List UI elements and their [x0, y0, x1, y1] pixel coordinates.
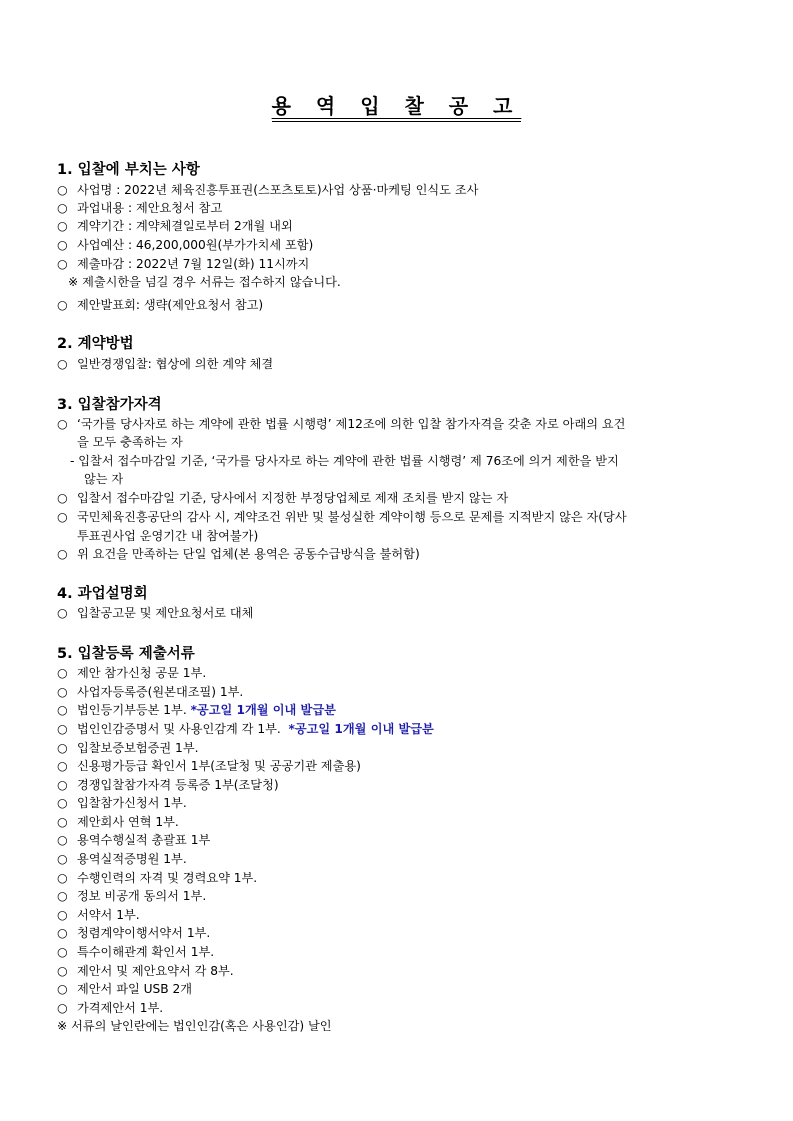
- list-item: [57, 850, 187, 868]
- bullet-icon: ○: [57, 606, 68, 620]
- section-heading-2: 2. 계약방법: [57, 336, 134, 352]
- bullet-icon: ○: [57, 547, 68, 561]
- list-item-continuation: 투표권사업 운영기간 내 참여불가): [77, 529, 259, 543]
- list-item-text: 입찰공고문 및 제안요청서로 대체: [77, 606, 254, 620]
- list-item-text: 국민체육진흥공단의 감사 시, 계약조건 위반 및 불성실한 계약이행 등으로 문제를 지적받지 않은 자(당사: [77, 510, 627, 524]
- bullet-icon: ○: [57, 778, 68, 792]
- list-item-text: 일반경쟁입찰: 협상에 의한 계약 체결: [77, 357, 274, 371]
- bullet-icon: ○: [57, 491, 68, 505]
- list-item: [57, 664, 206, 682]
- bullet-icon: ○: [57, 417, 68, 431]
- list-item: [57, 489, 508, 507]
- list-item: [57, 296, 263, 314]
- list-item-text: 청렴계약이행서약서 1부.: [77, 926, 211, 940]
- list-item-text: 용역수행실적 총괄표 1부: [77, 833, 211, 847]
- sub-list-item-continuation: 않는 자: [84, 472, 124, 486]
- bullet-icon: ○: [57, 685, 68, 699]
- list-item: [57, 906, 140, 924]
- bullet-icon: ○: [57, 357, 68, 371]
- bullet-icon: ○: [57, 703, 68, 717]
- list-item: [57, 924, 210, 942]
- list-item: [57, 739, 198, 757]
- list-item: [57, 683, 243, 701]
- list-item-text: 사업명 : 2022년 체육진흥투표권(스포츠토토)사업 상품·마케팅 인식도 조사: [77, 183, 479, 197]
- list-item-text: 과업내용 : 제안요청서 참고: [77, 201, 223, 215]
- list-item: [57, 869, 257, 887]
- footnote: ※ 서류의 날인란에는 법인인감(혹은 사용인감) 날인: [57, 1019, 332, 1033]
- list-item: [57, 181, 478, 199]
- notice-text: ※ 제출시한을 넘길 경우 서류는 접수하지 않습니다.: [68, 275, 341, 289]
- list-item-text: 제안서 및 제안요약서 각 8부.: [77, 964, 234, 978]
- list-item: [57, 415, 625, 433]
- bullet-icon: ○: [57, 945, 68, 959]
- bullet-icon: ○: [57, 889, 68, 903]
- list-item-text: 법인등기부등본 1부.: [77, 703, 187, 717]
- section-heading-5: 5. 입찰등록 제출서류: [57, 646, 195, 662]
- section-heading-4: 4. 과업설명회: [57, 586, 148, 602]
- list-item-text: 사업자등록증(원본대조필) 1부.: [77, 685, 244, 699]
- list-item-text: 제안서 파일 USB 2개: [77, 982, 193, 996]
- bullet-icon: ○: [57, 722, 68, 736]
- bullet-icon: ○: [57, 219, 68, 233]
- list-item: [57, 999, 163, 1017]
- bullet-icon: ○: [57, 759, 68, 773]
- list-item-text: 입찰보증보험증권 1부.: [77, 741, 199, 755]
- list-item: [57, 831, 210, 849]
- bullet-icon: ○: [57, 298, 68, 312]
- list-item: [57, 199, 222, 217]
- bullet-icon: ○: [57, 796, 68, 810]
- list-item-text: 가격제안서 1부.: [77, 1001, 164, 1015]
- list-item-text: 계약기간 : 계약체결일로부터 2개월 내외: [77, 219, 293, 233]
- highlight-note: *공고일 1개월 이내 발급분: [190, 703, 336, 717]
- list-item: [57, 236, 313, 254]
- bullet-icon: ○: [57, 257, 68, 271]
- list-item: [57, 980, 192, 998]
- list-item-text: ‘국가를 당사자로 하는 계약에 관한 법률 시행령’ 제12조에 의한 입찰 참가자격을 갖춘 자로 아래의 요건: [77, 417, 626, 431]
- list-item-continuation: 을 모두 충족하는 자: [77, 435, 183, 449]
- list-item: [57, 794, 187, 812]
- list-item-text: 정보 비공개 동의서 1부.: [77, 889, 207, 903]
- list-item: [57, 355, 273, 373]
- bullet-icon: ○: [57, 741, 68, 755]
- list-item: [57, 813, 179, 831]
- bullet-icon: ○: [57, 183, 68, 197]
- list-item-text: 법인인감증명서 및 사용인감계 각 1부.: [77, 722, 281, 736]
- bullet-icon: ○: [57, 666, 68, 680]
- page-title-text: 용 역 입 찰 공 고: [272, 94, 522, 122]
- sub-list-item: - 입찰서 접수마감일 기준, ‘국가를 당사자로 하는 계약에 관한 법률 시행령’ 제 76조에 의거 제한을 받지: [70, 454, 619, 468]
- bullet-icon: ○: [57, 964, 68, 978]
- list-item-text: 제출마감 : 2022년 7월 12일(화) 11시까지: [77, 257, 310, 271]
- list-item: [57, 887, 206, 905]
- list-item-text: 특수이해관계 확인서 1부.: [77, 945, 215, 959]
- list-item-text: 제안발표회: 생략(제안요청서 참고): [77, 298, 264, 312]
- list-item: [57, 943, 214, 961]
- page-title: [0, 90, 793, 119]
- bullet-icon: ○: [57, 982, 68, 996]
- bullet-icon: ○: [57, 871, 68, 885]
- list-item: [57, 757, 361, 775]
- list-item-text: 제안 참가신청 공문 1부.: [77, 666, 207, 680]
- list-item: [57, 545, 420, 563]
- list-item: [57, 604, 253, 622]
- list-item-text: 입찰참가신청서 1부.: [77, 796, 187, 810]
- bullet-icon: ○: [57, 852, 68, 866]
- bullet-icon: ○: [57, 815, 68, 829]
- highlight-note: *공고일 1개월 이내 발급분: [288, 722, 434, 736]
- list-item: [57, 508, 627, 526]
- bullet-icon: ○: [57, 908, 68, 922]
- section-heading-3: 3. 입찰참가자격: [57, 397, 162, 413]
- list-item-text: 서약서 1부.: [77, 908, 140, 922]
- bullet-icon: ○: [57, 238, 68, 252]
- section-heading-1: 1. 입찰에 부치는 사항: [57, 162, 200, 178]
- bullet-icon: ○: [57, 1001, 68, 1015]
- list-item-text: 위 요건을 만족하는 단일 업체(본 용역은 공동수급방식을 불허함): [77, 547, 420, 561]
- list-item-text: 사업예산 : 46,200,000원(부가가치세 포함): [77, 238, 314, 252]
- list-item: [57, 217, 293, 235]
- list-item-text: 용역실적증명원 1부.: [77, 852, 187, 866]
- list-item-text: 입찰서 접수마감일 기준, 당사에서 지정한 부정당업체로 제재 조치를 받지 않는 자: [77, 491, 509, 505]
- bullet-icon: ○: [57, 926, 68, 940]
- list-item-text: 수행인력의 자격 및 경력요약 1부.: [77, 871, 258, 885]
- list-item: [57, 962, 234, 980]
- list-item: [57, 255, 309, 273]
- list-item-text: 제안회사 연혁 1부.: [77, 815, 179, 829]
- bullet-icon: ○: [57, 833, 68, 847]
- list-item: [57, 720, 434, 738]
- list-item: [57, 701, 336, 719]
- list-item-text: 경쟁입찰참가자격 등록증 1부(조달청): [77, 778, 279, 792]
- bullet-icon: ○: [57, 510, 68, 524]
- bullet-icon: ○: [57, 201, 68, 215]
- list-item: [57, 776, 279, 794]
- list-item-text: 신용평가등급 확인서 1부(조달청 및 공공기관 제출용): [77, 759, 361, 773]
